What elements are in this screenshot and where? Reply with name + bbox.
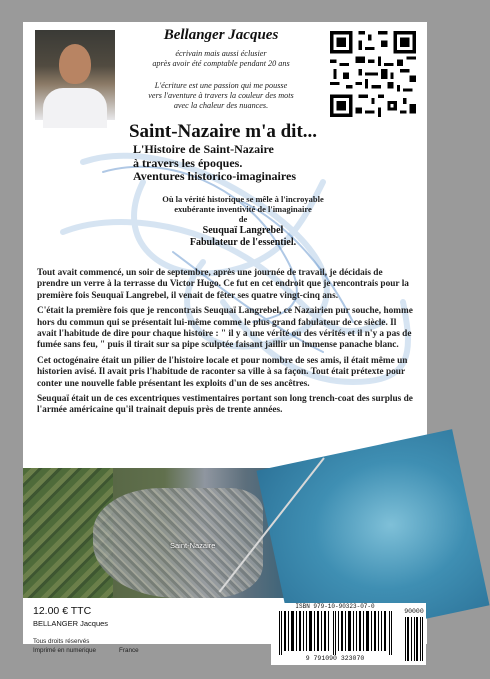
book-title: Saint-Nazaire m'a dit... — [128, 121, 318, 142]
addon-digits: 90000 — [404, 608, 424, 615]
author-subtitle: écrivain mais aussi éclusier après avoir été comptable pendant 20 ans — [152, 49, 290, 68]
author-photo — [35, 30, 115, 120]
ean-barcode-bars — [275, 611, 397, 655]
author-name: Bellanger Jacques — [163, 27, 279, 43]
price: 12.00 € TTC — [33, 605, 92, 617]
paragraph: Cet octogénaire était un pilier de l'histoire locale et pour nombre de ses amis, il était même un historien avisé. Il avait pris l'habitude de raconter sa ville à sa façon. Tout était prétexte pour conter une nouvelle fable présentant les exploits d'un de ses ancêtres. — [37, 355, 408, 389]
back-cover-text — [37, 268, 415, 421]
country: France — [119, 647, 139, 654]
isbn-text: ISBN 979-10-90323-07-0 — [295, 603, 375, 610]
paragraph: Seuquaï était un de ces excentriques vestimentaires portant son long trench-coat des surplus de l'armée américaine qu'il trainait depuis près de trente années. — [37, 394, 413, 416]
book-back-cover — [23, 22, 427, 662]
author-face — [59, 44, 91, 84]
author-quote: L'écriture est une passion qui me pousse vers l'aventure à travers la couleur des mots avec la chaleur des nuances. — [148, 81, 294, 110]
pseudonym: Seuquaï Langrebel Fabulateur de l'essentiel. — [189, 225, 297, 248]
addon-barcode-bars — [404, 617, 424, 661]
isbn-barcode — [271, 603, 426, 665]
qr-code[interactable] — [327, 28, 419, 120]
print-notice: Imprimé en numerique — [33, 647, 96, 654]
publisher: BELLANGER Jacques — [33, 619, 109, 628]
aerial-map-image — [23, 468, 427, 598]
paragraph: C'était la première fois que je rencontrais Seuquaï Langrebel, ce Nazairien pur souche, homme hors du commun qui se présentait lui-même comme le plus grand fabulateur de ce siècle. Il avait l'habitude de dire pour chaque histoire : " il y a une vérité ou des vérités et il n'y a pas de fumée sans feu, " puis il tirait sur sa pipe sculptée faisant jaillir un immense panache blanc. — [37, 306, 413, 351]
map-label: Saint-Nazaire — [170, 541, 216, 550]
paragraph: Tout avait commencé, un soir de septembre, après une journée de travail, je décidais de prendre un verre à la terrasse du Victor Hugo. Ce fut en cet endroit que je rencontrais pour la première fois Seuquaï Langrebel, il venait de fêter ses quatre vingt-cinq ans. — [37, 268, 409, 301]
book-intro: Où la vérité historique se mêle à l'incroyable exubérante inventivité de l'imaginaire de — [162, 194, 324, 224]
rights-notice: Tous droits réservés — [33, 638, 90, 645]
ean-digits: 9 791090 323070 — [305, 655, 365, 662]
book-subtitle: L'Histoire de Saint-Nazaire à travers les époques. Aventures historico-imaginaires — [133, 142, 296, 183]
